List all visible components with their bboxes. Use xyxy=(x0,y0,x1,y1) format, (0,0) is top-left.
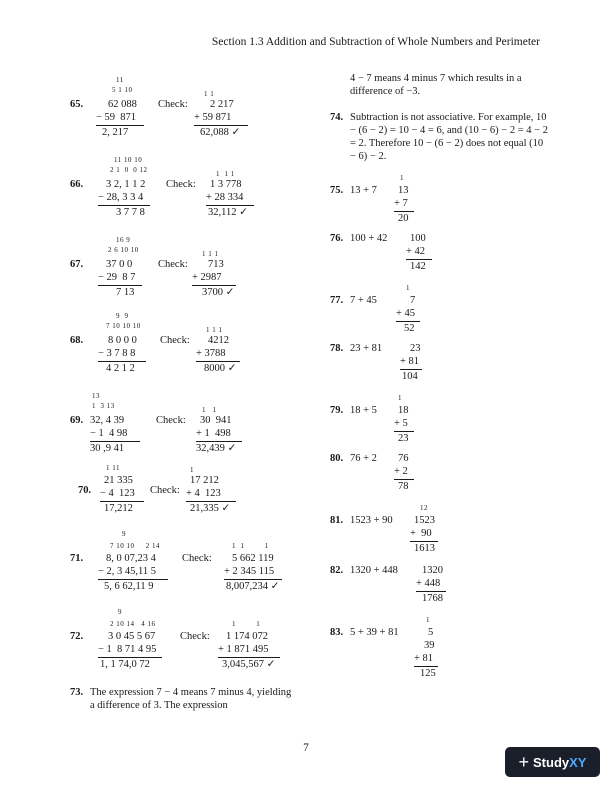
borrow-row-2: 1 3 13 xyxy=(92,402,115,410)
check-label: Check: xyxy=(150,485,180,496)
problem-79 xyxy=(330,392,530,444)
sum: 1613 xyxy=(414,543,435,554)
subtrahend: − 1 8 71 4 95 xyxy=(98,644,157,655)
problem-77 xyxy=(330,282,530,334)
minuend: 62 088 xyxy=(108,99,137,110)
check-sum: 3700 ✓ xyxy=(202,287,235,298)
check-label: Check: xyxy=(156,415,186,426)
check-addend-2: + 4 123 xyxy=(186,488,221,499)
problem-number: 71. xyxy=(70,553,84,564)
problem-number: 83. xyxy=(330,627,344,638)
addend-2: 39 xyxy=(424,640,435,651)
difference: 2, 217 xyxy=(102,127,129,138)
problem-82 xyxy=(330,564,530,608)
check-addend-2: + 2987 xyxy=(192,272,222,283)
check-addend: 30 941 xyxy=(200,415,232,426)
borrow-row-1: 13 xyxy=(92,392,100,400)
problem-78 xyxy=(330,342,530,386)
addend: 18 xyxy=(398,405,409,416)
check-addend: 713 xyxy=(208,259,224,270)
borrow-row-2: 2 10 14 4 16 xyxy=(110,620,156,628)
problem-number: 67. xyxy=(70,259,84,270)
carry-row: 1 xyxy=(400,174,404,182)
addend: 76 xyxy=(398,453,409,464)
expression: 23 + 81 xyxy=(350,343,383,354)
problem-number: 80. xyxy=(330,453,344,464)
problem-number: 68. xyxy=(70,335,84,346)
carry-row: 12 xyxy=(420,504,428,512)
minuend: 8, 0 07,23 4 xyxy=(106,553,156,564)
problem-number: 75. xyxy=(330,185,344,196)
problem-71 xyxy=(70,530,290,594)
carry-row: 1 xyxy=(398,394,402,402)
studyxy-badge[interactable] xyxy=(505,747,600,777)
check-label: Check: xyxy=(166,179,196,190)
carry-row: 1 1 1 xyxy=(216,170,235,178)
sum: 23 xyxy=(398,433,409,444)
problem-75 xyxy=(330,172,530,224)
carry-row: 1 1 1 xyxy=(202,250,219,258)
paragraph-73-continued: 4 − 7 means 4 minus 7 which results in a difference of −3. xyxy=(350,73,522,97)
addend: 7 xyxy=(410,295,416,306)
borrow-row-1: 11 xyxy=(116,76,124,84)
sum: 142 xyxy=(410,261,426,272)
addend-2: + 5 xyxy=(394,418,408,429)
borrow-row-2: 2 1 0 0 12 xyxy=(110,166,148,174)
problem-number: 78. xyxy=(330,343,344,354)
check-sum: 32,439 ✓ xyxy=(196,443,237,454)
sum: 104 xyxy=(402,371,418,382)
minuend: 37 0 0 xyxy=(106,259,133,270)
expression: 7 + 45 xyxy=(350,295,377,306)
check-label: Check: xyxy=(180,631,210,642)
check-addend: 1 174 072 xyxy=(226,631,268,642)
sum: 1768 xyxy=(422,593,443,604)
problem-65 xyxy=(70,76,280,140)
carry-row: 1 xyxy=(406,284,410,292)
check-label: Check: xyxy=(158,259,188,270)
section-header: Section 1.3 Addition and Subtraction of Whole Numbers and Perimeter xyxy=(211,36,540,48)
problem-76 xyxy=(330,232,530,276)
addend-2: + 448 xyxy=(416,578,441,589)
addend-2: + 2 xyxy=(394,466,408,477)
problem-80 xyxy=(330,452,530,496)
check-label: Check: xyxy=(182,553,212,564)
borrow-row-2: 7 10 10 2 14 xyxy=(110,542,160,550)
problem-number: 72. xyxy=(70,631,84,642)
check-addend-2: + 1 871 495 xyxy=(218,644,269,655)
subtrahend: − 2, 3 45,11 5 xyxy=(98,566,157,577)
sum: 20 xyxy=(398,213,409,224)
problem-number: 82. xyxy=(330,565,344,576)
expression: 18 + 5 xyxy=(350,405,377,416)
brand-study: Study xyxy=(533,754,570,770)
addend-2: + 81 xyxy=(400,356,420,367)
paragraph-text: Subtraction is not associative. For example, 10 − (6 − 2) = 10 − 4 = 6, and (10 − 6) − 2 = 4 − 2 = 2. Therefore 10 − (6 − 2) does not equal (10 − 6) − 2. xyxy=(350,112,548,162)
subtrahend: − 4 123 xyxy=(100,488,135,499)
difference: 1, 1 74,0 72 xyxy=(100,659,150,670)
problem-number: 79. xyxy=(330,405,344,416)
subtrahend: − 3 7 8 8 xyxy=(98,348,136,359)
problem-72 xyxy=(70,608,290,672)
borrow-row-2: 7 10 10 10 xyxy=(106,322,141,330)
expression: 13 + 7 xyxy=(350,185,377,196)
borrow-row-2: 2 6 10 10 xyxy=(108,246,139,254)
sum: 52 xyxy=(404,323,415,334)
check-sum: 32,112 ✓ xyxy=(208,207,248,218)
check-sum: 21,335 ✓ xyxy=(190,503,231,514)
addend: 23 xyxy=(410,343,421,354)
difference: 17,212 xyxy=(104,503,133,514)
expression: 1523 + 90 xyxy=(350,515,393,526)
addend: 1523 xyxy=(414,515,435,526)
check-sum: 62,088 ✓ xyxy=(200,127,241,138)
addend-2: + 90 xyxy=(410,528,432,539)
check-addend: 4212 xyxy=(208,335,229,346)
problem-number: 74. xyxy=(330,112,344,123)
borrow-row-1: 9 xyxy=(122,530,126,538)
problem-number: 76. xyxy=(330,233,344,244)
problem-81 xyxy=(330,502,530,558)
borrow-row-1: 11 10 10 xyxy=(114,156,143,164)
difference: 5, 6 62,11 9 xyxy=(104,581,154,592)
problem-83 xyxy=(330,614,530,680)
addend-2: + 42 xyxy=(406,246,426,257)
check-addend: 17 212 xyxy=(190,475,219,486)
carry-row: 1 1 1 xyxy=(206,326,223,334)
check-addend-2: + 1 498 xyxy=(196,428,231,439)
problem-69 xyxy=(70,392,280,456)
problem-number: 73. xyxy=(70,687,84,698)
check-addend: 2 217 xyxy=(210,99,234,110)
subtrahend: − 28, 3 3 4 xyxy=(98,192,144,203)
check-sum: 8000 ✓ xyxy=(204,363,237,374)
check-label: Check: xyxy=(160,335,190,346)
sum: 78 xyxy=(398,481,409,492)
brand-name xyxy=(533,755,586,770)
difference: 7 13 xyxy=(116,287,135,298)
plus-icon: + xyxy=(518,751,530,772)
minuend: 8 0 0 0 xyxy=(108,335,137,346)
page-number: 7 xyxy=(303,742,309,754)
carry-row: 1 xyxy=(190,466,194,474)
problem-70 xyxy=(70,464,280,528)
check-addend: 5 662 119 xyxy=(232,553,274,564)
subtrahend: − 1 4 98 xyxy=(90,428,128,439)
expression: 76 + 2 xyxy=(350,453,377,464)
problem-number: 69. xyxy=(70,415,84,426)
check-sum: 8,007,234 ✓ xyxy=(226,581,280,592)
borrow-row-1: 9 xyxy=(118,608,122,616)
check-addend: 1 3 778 xyxy=(210,179,242,190)
problem-number: 77. xyxy=(330,295,344,306)
sum: 125 xyxy=(420,668,436,679)
problem-67 xyxy=(70,236,280,300)
check-addend-2: + 2 345 115 xyxy=(224,566,275,577)
expression: 100 + 42 xyxy=(350,233,388,244)
addend: 100 xyxy=(410,233,426,244)
addend: 1320 xyxy=(422,565,443,576)
check-sum: 3,045,567 ✓ xyxy=(222,659,276,670)
problem-number: 70. xyxy=(78,485,92,496)
minuend: 3 0 45 5 67 xyxy=(108,631,156,642)
problem-66 xyxy=(70,156,280,220)
minuend: 21 335 xyxy=(104,475,133,486)
minuend: 3 2, 1 1 2 xyxy=(106,179,146,190)
problem-number: 66. xyxy=(70,179,84,190)
subtrahend: − 59 871 xyxy=(96,112,137,123)
check-addend-2: + 59 871 xyxy=(194,112,232,123)
addend: 13 xyxy=(398,185,409,196)
problem-68 xyxy=(70,312,280,376)
carry-row: 1 1 xyxy=(202,406,217,414)
addend-2: + 7 xyxy=(394,198,408,209)
addend-3: + 81 xyxy=(414,653,434,664)
carry-row: 1 1 1 xyxy=(232,542,269,550)
difference: 30 ,9 41 xyxy=(90,443,125,454)
subtrahend: − 29 8 7 xyxy=(98,272,136,283)
addend: 5 xyxy=(428,627,434,638)
addend-2: + 45 xyxy=(396,308,416,319)
expression: 5 + 39 + 81 xyxy=(350,627,399,638)
borrow-row-1: 1 11 xyxy=(106,464,120,472)
carry-row: 1 1 xyxy=(204,90,215,98)
paragraph-text: The expression 7 − 4 means 7 minus 4, yielding a difference of 3. The expression xyxy=(90,687,292,711)
minuend: 32, 4 39 xyxy=(90,415,125,426)
problem-number: 81. xyxy=(330,515,344,526)
brand-xy: XY xyxy=(569,754,587,770)
expression: 1320 + 448 xyxy=(350,565,398,576)
difference: 4 2 1 2 xyxy=(106,363,135,374)
problem-number: 65. xyxy=(70,99,84,110)
difference: 3 7 7 8 xyxy=(116,207,145,218)
check-label: Check: xyxy=(158,99,188,110)
borrow-row-2: 5 1 10 xyxy=(112,86,133,94)
carry-row: 1 xyxy=(426,616,430,624)
check-addend-2: + 28 334 xyxy=(206,192,244,203)
check-addend-2: + 3788 xyxy=(196,348,226,359)
borrow-row-1: 9 9 xyxy=(116,312,129,320)
carry-row: 1 1 xyxy=(232,620,261,628)
borrow-row-1: 16 9 xyxy=(116,236,131,244)
